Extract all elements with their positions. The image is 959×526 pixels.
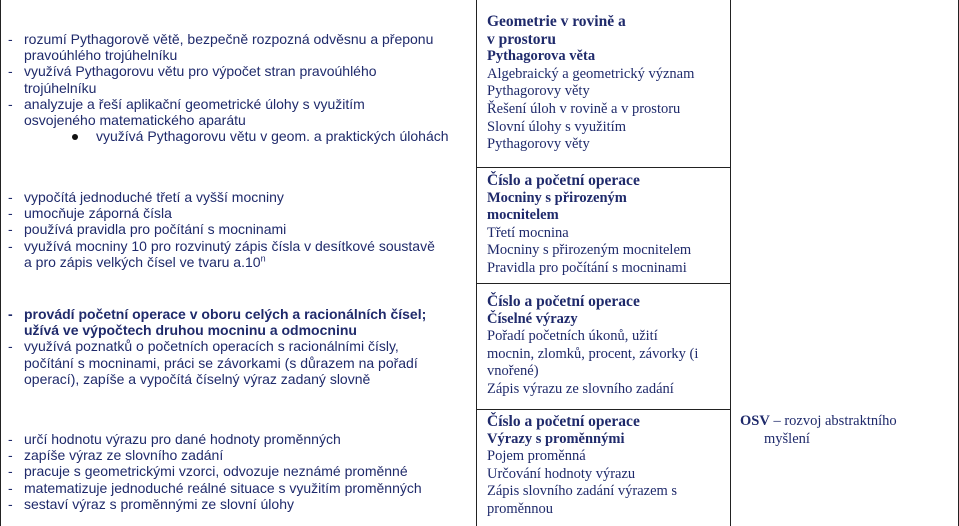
- outcome-line: počítání s mocninami, práci se závorkami (s důrazem na pořadí: [24, 354, 418, 371]
- block-item: Řešení úloh v rovině a v prostoru: [487, 100, 681, 117]
- dash-marker: -: [8, 63, 13, 80]
- block-item: Zápis slovního zadání výrazem s: [487, 483, 678, 500]
- dash-marker: -: [8, 495, 13, 512]
- cross-curricular-note: [740, 413, 956, 448]
- middle-row-divider-2: [476, 283, 730, 284]
- dash-marker: -: [8, 431, 13, 447]
- outcomes-group-expressions: [8, 431, 474, 512]
- dash-marker: -: [8, 447, 13, 464]
- block-item: Zápis výrazu ze slovního zadání: [487, 380, 674, 397]
- outcome-line: trojúhelníku: [24, 79, 97, 96]
- block-item: Třetí mocnina: [487, 224, 569, 241]
- block-item: proměnnou: [487, 500, 554, 517]
- dash-marker: -: [8, 306, 13, 322]
- block-item: Určování hodnoty výrazu: [487, 465, 636, 482]
- outcomes-group-powers: [8, 189, 474, 270]
- curriculum-block-numeric-expressions: [487, 293, 727, 399]
- block-item: mocnin, zlomků, procent, závorky (i: [487, 345, 699, 362]
- outcome-line: - sestaví výraz s proměnnými ze slovní úlohy: [8, 495, 294, 512]
- block-item: Pythagorovy věty: [487, 136, 590, 153]
- block-title: Číslo a početní operace: [487, 172, 640, 189]
- outcome-line: - analyzuje a řeší aplikační geometrické úlohy s využitím: [8, 95, 365, 112]
- block-item: Mocniny s přirozeným mocnitelem: [487, 242, 692, 259]
- block-title: Geometrie v rovině a: [487, 13, 626, 30]
- dash-marker: -: [8, 479, 13, 496]
- block-item: vnořené): [487, 363, 539, 380]
- dash-marker: -: [8, 221, 13, 238]
- dash-marker: -: [8, 463, 13, 480]
- outcome-bullet-line: využívá Pythagorovu větu v geom. a praktických úlohách: [8, 128, 474, 144]
- outcome-line: - určí hodnotu výrazu pro dané hodnoty proměnných: [8, 431, 341, 447]
- outcome-line: - zapíše výraz ze slovního zadání: [8, 447, 224, 464]
- outcome-line: pravoúhlého trojúhelníku: [24, 47, 178, 64]
- dash-marker: -: [8, 189, 13, 205]
- block-item: Pythagorovy věty: [487, 83, 590, 100]
- outcome-line: - pracuje s geometrickými vzorci, odvozuje neznámé proměnné: [8, 463, 408, 480]
- dash-marker: -: [8, 95, 13, 112]
- outcomes-group-pythagoras: [8, 31, 474, 144]
- column-divider-2: [730, 0, 731, 526]
- block-subtitle: Mocniny s přirozeným: [487, 189, 627, 206]
- block-item: Algebraický a geometrický význam: [487, 65, 695, 82]
- osv-line: [740, 431, 956, 449]
- column-divider-1: [476, 0, 477, 526]
- block-item: Pojem proměnná: [487, 448, 586, 465]
- block-title: v prostoru: [487, 30, 557, 48]
- outcome-line: - vypočítá jednoduché třetí a vyšší mocniny: [8, 189, 284, 205]
- osv-text: myšlení: [764, 430, 810, 447]
- curriculum-block-variable-expressions: [487, 413, 727, 519]
- outcome-line: - používá pravidla pro počítání s mocninami: [8, 221, 287, 238]
- block-subtitle: Výrazy s proměnnými: [487, 430, 625, 447]
- block-title: Číslo a početní operace: [487, 413, 640, 430]
- block-title: Číslo a početní operace: [487, 293, 640, 310]
- dash-marker: -: [8, 237, 13, 254]
- table-border-left: [0, 0, 1, 526]
- dash-marker: -: [8, 338, 13, 355]
- middle-row-divider-3: [476, 409, 730, 410]
- block-subtitle: Pythagorova věta: [487, 48, 596, 65]
- osv-label: OSV: [740, 413, 770, 429]
- exponent-n: n: [260, 253, 266, 264]
- outcome-line: a pro zápis velkých čísel ve tvaru a.10$^n$: [24, 253, 266, 270]
- outcome-line: - rozumí Pythagorově větě, bezpečně rozpozná odvěsnu a přeponu: [8, 31, 434, 47]
- outcome-line: - matematizuje jednoduché reálné situace s využitím proměnných: [8, 479, 422, 496]
- curriculum-block-geometry: [487, 13, 727, 154]
- osv-text: – rozvoj abstraktního: [773, 413, 897, 429]
- block-item: Pravidla pro počítání s mocninami: [487, 259, 687, 276]
- outcome-line: užívá ve výpočtech druhou mocninu a odmocninu: [24, 322, 357, 339]
- bullet-icon: [72, 134, 78, 140]
- outcome-line: - využívá Pythagorovu větu pro výpočet stran pravoúhlého: [8, 63, 377, 80]
- dash-marker: -: [8, 205, 13, 222]
- outcome-line: - využívá mocniny 10 pro rozvinutý zápis čísla v desítkové soustavě: [8, 237, 435, 254]
- outcome-line: - umocňuje záporná čísla: [8, 205, 172, 222]
- outcomes-group-operations: [8, 306, 474, 387]
- outcome-line: - využívá poznatků o početních operacích s racionálními čísly,: [8, 338, 399, 355]
- block-subtitle: Číselné výrazy: [487, 310, 578, 327]
- dash-marker: -: [8, 31, 13, 47]
- curriculum-block-powers: [487, 172, 727, 278]
- block-subtitle: mocnitelem: [487, 207, 559, 224]
- osv-line: [740, 413, 956, 431]
- middle-row-divider-1: [476, 167, 730, 168]
- outcome-line: - provádí početní operace v oboru celých a racionálních čísel;: [8, 306, 427, 322]
- outcome-line: osvojeného matematického aparátu: [24, 112, 246, 129]
- outcomes-column: [8, 0, 474, 526]
- outcome-line: operací), zapíše a vypočítá číselný výraz zadaný slovně: [24, 370, 371, 387]
- block-item: Slovní úlohy s využitím: [487, 118, 626, 135]
- block-item: Pořadí početních úkonů, užití: [487, 328, 658, 345]
